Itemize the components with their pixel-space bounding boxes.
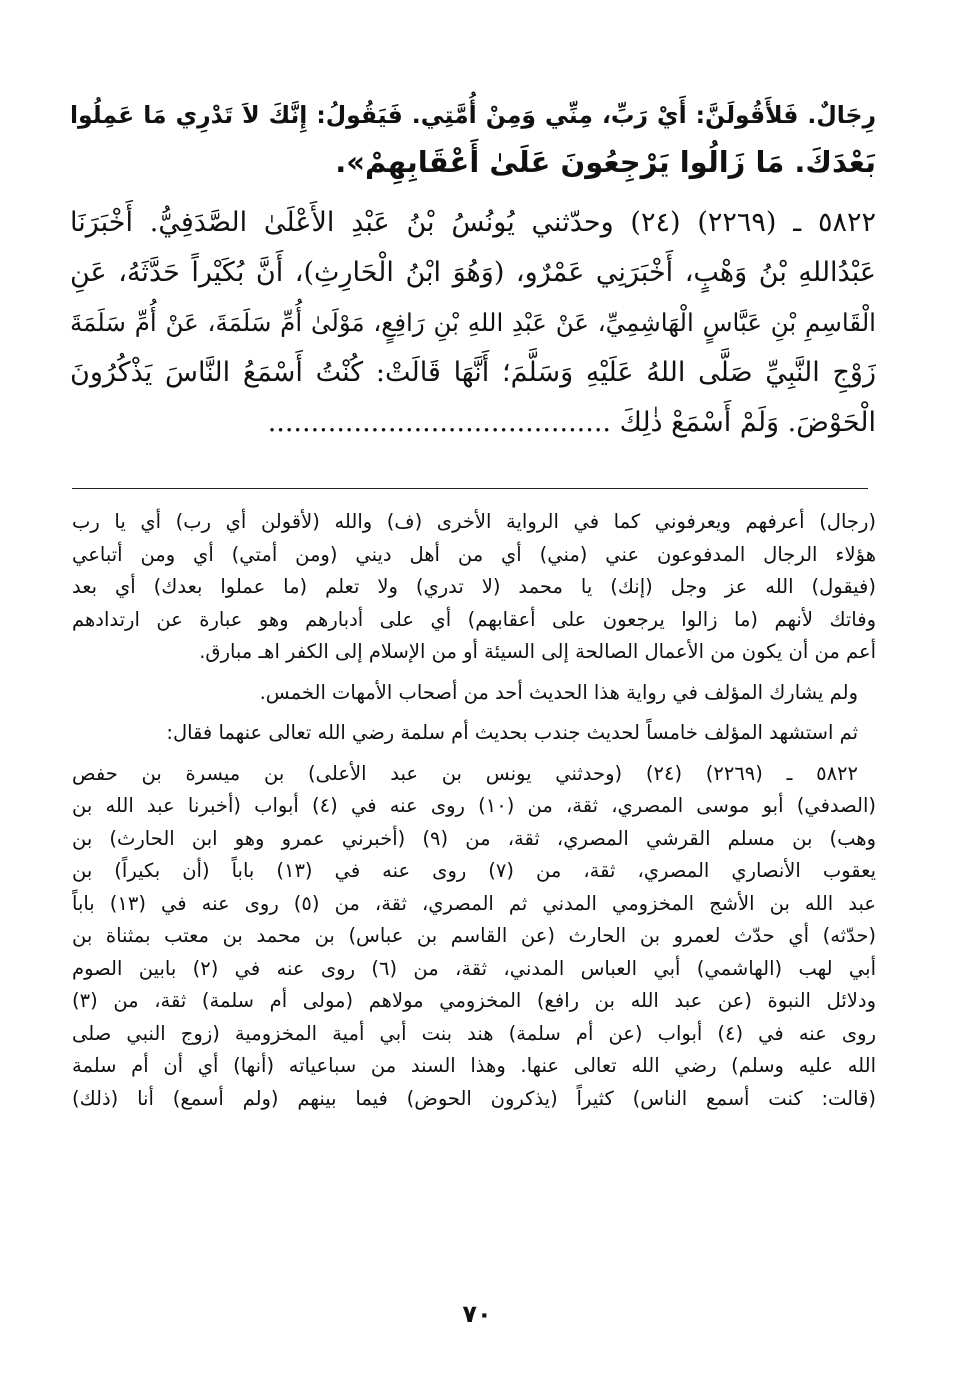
commentary-line: عبد الله بن الأشج المخزومي المدني ثم المصري، ثقة، من (٥) روى عنه في (١٣) باباً xyxy=(72,891,877,915)
commentary-paragraph-2: ولم يشارك المؤلف في رواية هذا الحديث أحد من أصحاب الأمهات الخمس. xyxy=(259,680,858,704)
page-number: ٧٠ xyxy=(462,1300,492,1328)
commentary-line: أعم من أن يكون من الأعمال الصالحة إلى السيئة أو من الإسلام إلى الكفر اهـ مبارق. xyxy=(199,640,876,663)
hadith-text xyxy=(70,198,876,448)
main-text xyxy=(70,92,876,448)
commentary-line: ٥٨٢٢ ـ (٢٢٦٩) (٢٤) (وحدثني يونس بن عبد الأعلى) بن ميسرة بن حفص xyxy=(72,761,858,785)
commentary-line: يعقوب الأنصاري المصري، ثقة، من (٧) روى عنه في (١٣) باباً (أن بكيراً) بن xyxy=(72,859,876,882)
commentary-paragraph-3: ثم استشهد المؤلف خامساً لحديث جندب بحديث أم سلمة رضي الله تعالى عنهما فقال: xyxy=(166,721,858,744)
commentary-line: هؤلاء الرجال المدفوعون عني (مني) أي من أهل ديني (ومن أمتي) أي ومن أتباعي xyxy=(72,542,876,566)
commentary-line: (رجال) أعرفهم ويعرفوني كما في الرواية الأخرى (ف) والله (لأقولن أي رب) أي يا رب xyxy=(72,510,876,533)
commentary-line: (فيقول) الله عز وجل (إنك) يا محمد (لا تدري) ولا تعلم (ما عملوا بعدك) أي بعد xyxy=(72,575,876,598)
commentary-line: (قالت: كنت أسمع الناس) كثيراً (يذكرون الحوض) فيما بينهم (ولم أسمع) أنا (ذلك) xyxy=(72,1086,876,1110)
commentary xyxy=(72,506,876,1115)
footnote-divider xyxy=(72,488,868,489)
hadith-line: زَوْجِ النَّبِيِّ صَلَّى اللهُ عَلَيْهِ وَسَلَّمَ؛ أَنَّهَا قَالَتْ: كُنْتُ أَسْمَعُ النَّاسَ يَذْكُرُونَ xyxy=(70,357,876,388)
commentary-line: وهب) بن مسلم القرشي المصري، ثقة، من (٩) (أخبرني عمرو وهو ابن الحارث) بن xyxy=(72,826,876,850)
commentary-line: أبي لهب (الهاشمي) أبي العباس المدني، ثقة، من (٦) روى عنه في (٢) بابين الصوم xyxy=(72,956,876,980)
commentary-paragraph-4 xyxy=(72,758,876,1116)
commentary-line: روى عنه في (٤) أبواب (عن أم سلمة) هند بنت أبي أمية المخزومية (زوج النبي صلى xyxy=(72,1021,876,1045)
hadith-line: عَبْدُاللهِ بْنُ وَهْبٍ، أَخْبَرَنِي عَمْرٌو، (وَهُوَ ابْنُ الْحَارِثِ)، أَنَّ بُكَيْراً حَدَّثَهُ، عَنِ xyxy=(70,257,876,288)
hadith-line: الْقَاسِمِ بْنِ عَبَّاسٍ الْهَاشِمِيِّ، عَنْ عَبْدِ اللهِ بْنِ رَافِعٍ، مَوْلَىٰ أُمِّ سَلَمَةَ، عَنْ أُمِّ سَلَمَةَ xyxy=(70,308,876,337)
quote-line: بَعْدَكَ. مَا زَالُوا يَرْجِعُونَ عَلَىٰ أَعْقَابِهِمْ». xyxy=(335,145,876,179)
commentary-paragraph-1 xyxy=(72,506,876,669)
commentary-line: (حدّثه) أي حدّث لعمرو بن الحارث (عن القاسم بن عباس) بن محمد بن معتب بمثناة بن xyxy=(72,924,876,947)
commentary-line: (الصدفي) أبو موسى المصري، ثقة، من (١٠) روى عنه في (٤) أبواب (أخبرنا عبد الله بن xyxy=(72,794,877,817)
commentary-line: الله عليه وسلم) رضي الله تعالى عنها. وهذا السند من سباعياته (أنها) أي أن أم سلمة xyxy=(72,1054,876,1077)
quote-line: رِجَالٌ. فَلأَقُولَنَّ: أَيْ رَبِّ، مِنِّي وَمِنْ أُمَّتِي. فَيَقُولُ: إِنَّكَ لاَ تَدْرِي مَا عَمِلُوا xyxy=(70,101,876,129)
commentary-line: ودلائل النبوة (عن عبد الله بن رافع) المخزومي مولاهم (مولى أم سلمة) ثقة، من (٣) xyxy=(72,989,876,1012)
commentary-line: وفاتك لأنهم (ما زالوا يرجعون على أعقابهم) أي على أدبارهم وهو عبارة عن ارتدادهم xyxy=(72,607,876,631)
hadith-line: ٥٨٢٢ ـ (٢٢٦٩) (٢٤) وحدّثني يُونُسُ بْنُ عَبْدِ الأَعْلَىٰ الصَّدَفِيُّ. أَخْبَرَنَا xyxy=(70,207,876,238)
hadith-line: الْحَوْضَ. وَلَمْ أَسْمَعْ ذٰلِكَ ........................................ xyxy=(267,407,876,438)
